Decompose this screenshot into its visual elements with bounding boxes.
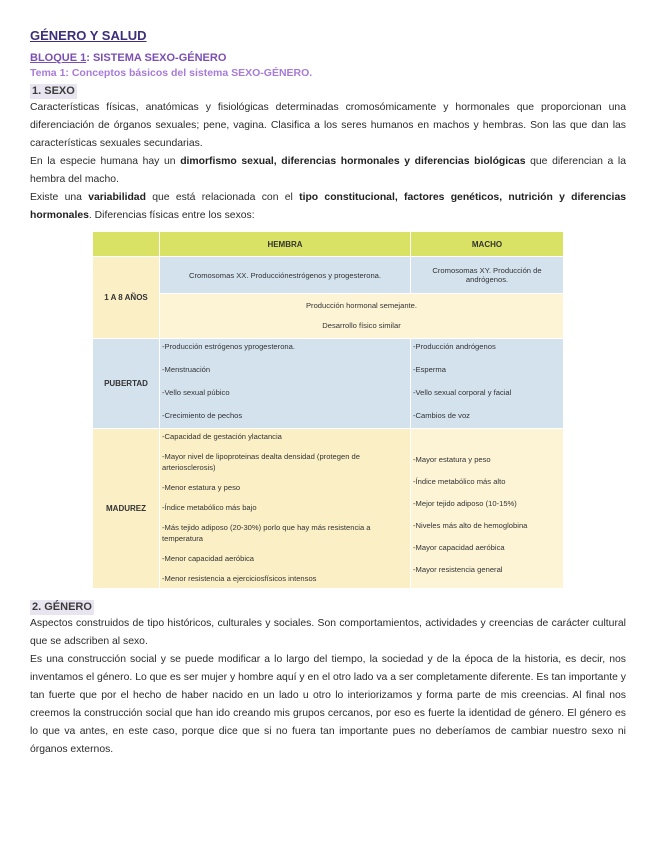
list-item: -Producción andrógenos <box>413 342 496 351</box>
table-row <box>93 294 564 339</box>
cell-shared-1-8 <box>160 294 564 339</box>
list-item: -Vello sexual púbico <box>162 388 230 397</box>
cell-hembra-pubertad <box>160 339 411 429</box>
row-label-madurez: MADUREZ <box>93 429 160 589</box>
list-item: -Más tejido adiposo (20-30%) porlo que hay más resistencia a temperatura <box>162 523 371 543</box>
text-run: Existe una <box>30 192 89 203</box>
list-item: -Capacidad de gestación ylactancia <box>162 432 282 441</box>
table-header-row <box>93 232 564 257</box>
list-item: -Niveles más alto de hemoglobina <box>413 521 528 530</box>
row-label-pubertad: PUBERTAD <box>93 339 160 429</box>
differences-table-wrapper <box>92 231 564 589</box>
text-run: que diferencian a la hembra del macho. <box>30 156 627 185</box>
list-item: -Mayor resistencia general <box>413 565 503 574</box>
bloque-prefix: BLOQUE 1 <box>30 52 87 64</box>
list-item: -Mayor nivel de lipoproteinas dealta densidad (protegen de arteriosclerosis) <box>162 452 360 472</box>
list-item: -Esperma <box>413 365 446 374</box>
cell-macho-pubertad <box>411 339 564 429</box>
list-item: -Crecimiento de pechos <box>162 411 243 420</box>
text-run: En la especie humana hay un <box>30 156 181 167</box>
document-page <box>30 28 626 759</box>
list-item: -Índice metabólico más bajo <box>162 503 257 512</box>
bold-run: dimorfismo sexual, diferencias hormonales y diferencias biológicas <box>180 156 526 167</box>
list-item: -Índice metabólico más alto <box>413 477 506 486</box>
list-item: -Menstruación <box>162 365 211 374</box>
text-run: . Diferencias físicas entre los sexos: <box>88 210 255 221</box>
list-item: -Mayor estatura y peso <box>413 455 491 464</box>
list-item: -Mejor tejido adiposo (10-15%) <box>413 499 517 508</box>
genero-paragraph-1: Aspectos construidos de tipo históricos, culturales y sociales. Son comportamientos, actividades y creencias de carácter cultural que se adscriben al sexo. <box>30 618 626 647</box>
list-item: -Mayor capacidad aeróbica <box>413 543 505 552</box>
bold-run: tipo constitucional, factores genéticos, nutrición y diferencias hormonales <box>30 192 626 221</box>
sexo-paragraph-2 <box>30 153 626 189</box>
sexo-paragraph-1: Características físicas, anatómicas y fisiológicas determinadas cromosómicamente y hormonales que proporcionan una diferenciación de órganos sexuales; pene, vagina. Clasifica a los seres humanos en machos y hembras. Son las que dan las características sexuales secundarias. <box>30 102 626 149</box>
row-label-1-a-8: 1 A 8 AÑOS <box>93 257 160 339</box>
bold-run: variabilidad <box>88 192 146 203</box>
bloque-rest: : SISTEMA SEXO-GÉNERO <box>86 52 227 64</box>
shared-text-2: Desarrollo físico similar <box>322 321 401 330</box>
cell-hembra-madurez <box>160 429 411 589</box>
bloque-heading <box>30 51 626 65</box>
list-item: -Cambios de voz <box>413 411 470 420</box>
table-row <box>93 339 564 429</box>
table-header-hembra: HEMBRA <box>160 232 411 257</box>
table-header-macho: MACHO <box>411 232 564 257</box>
cell-macho-1-8: Cromosomas XY. Producción de andrógenos. <box>411 257 564 294</box>
cell-hembra-1-8: Cromosomas XX. Producciónestrógenos y progesterona. <box>160 257 411 294</box>
list-item: -Menor capacidad aeróbica <box>162 554 255 563</box>
list-item: -Producción estrógenos yprogesterona. <box>162 342 295 351</box>
list-item: -Menor resistencia a ejerciciosfísicos intensos <box>162 574 317 583</box>
table-row <box>93 257 564 294</box>
differences-table <box>92 231 564 589</box>
document-title: GÉNERO Y SALUD <box>30 28 147 43</box>
section-heading-genero: 2. GÉNERO <box>32 601 92 613</box>
list-item: -Vello sexual corporal y facial <box>413 388 512 397</box>
cell-macho-madurez <box>411 429 564 589</box>
sexo-paragraph-3 <box>30 189 626 225</box>
section-heading-sexo: 1. SEXO <box>32 85 75 97</box>
shared-text-1: Producción hormonal semejante. <box>305 301 417 310</box>
list-item: -Menor estatura y peso <box>162 483 241 492</box>
table-row <box>93 429 564 589</box>
table-header-empty <box>93 232 160 257</box>
text-run: que está relacionada con el <box>145 192 300 203</box>
tema-heading: Tema 1: Conceptos básicos del sistema SEXO-GÉNERO. <box>30 67 313 79</box>
genero-paragraph-2: Es una construcción social y se puede modificar a lo largo del tiempo, la sociedad y de la época de la historia, es decir, nos inventamos el género. Lo que es ser mujer y hombre aquí y en el otro lado va a ser completamente diferente. Es tan importante y tan fuerte que por el hecho de haber nacido en un lado u otro lo interiorizamos y forma parte de mis creencias. Al final nos creemos la construcción social que han ido creando mis grupos cercanos, por eso es fuerte la identidad de género. El género es lo que va antes, en este caso, porque dice que si no fuera tan importante pues no deberíamos de cambiar nuestro sexo ni órganos externos. <box>30 654 626 755</box>
